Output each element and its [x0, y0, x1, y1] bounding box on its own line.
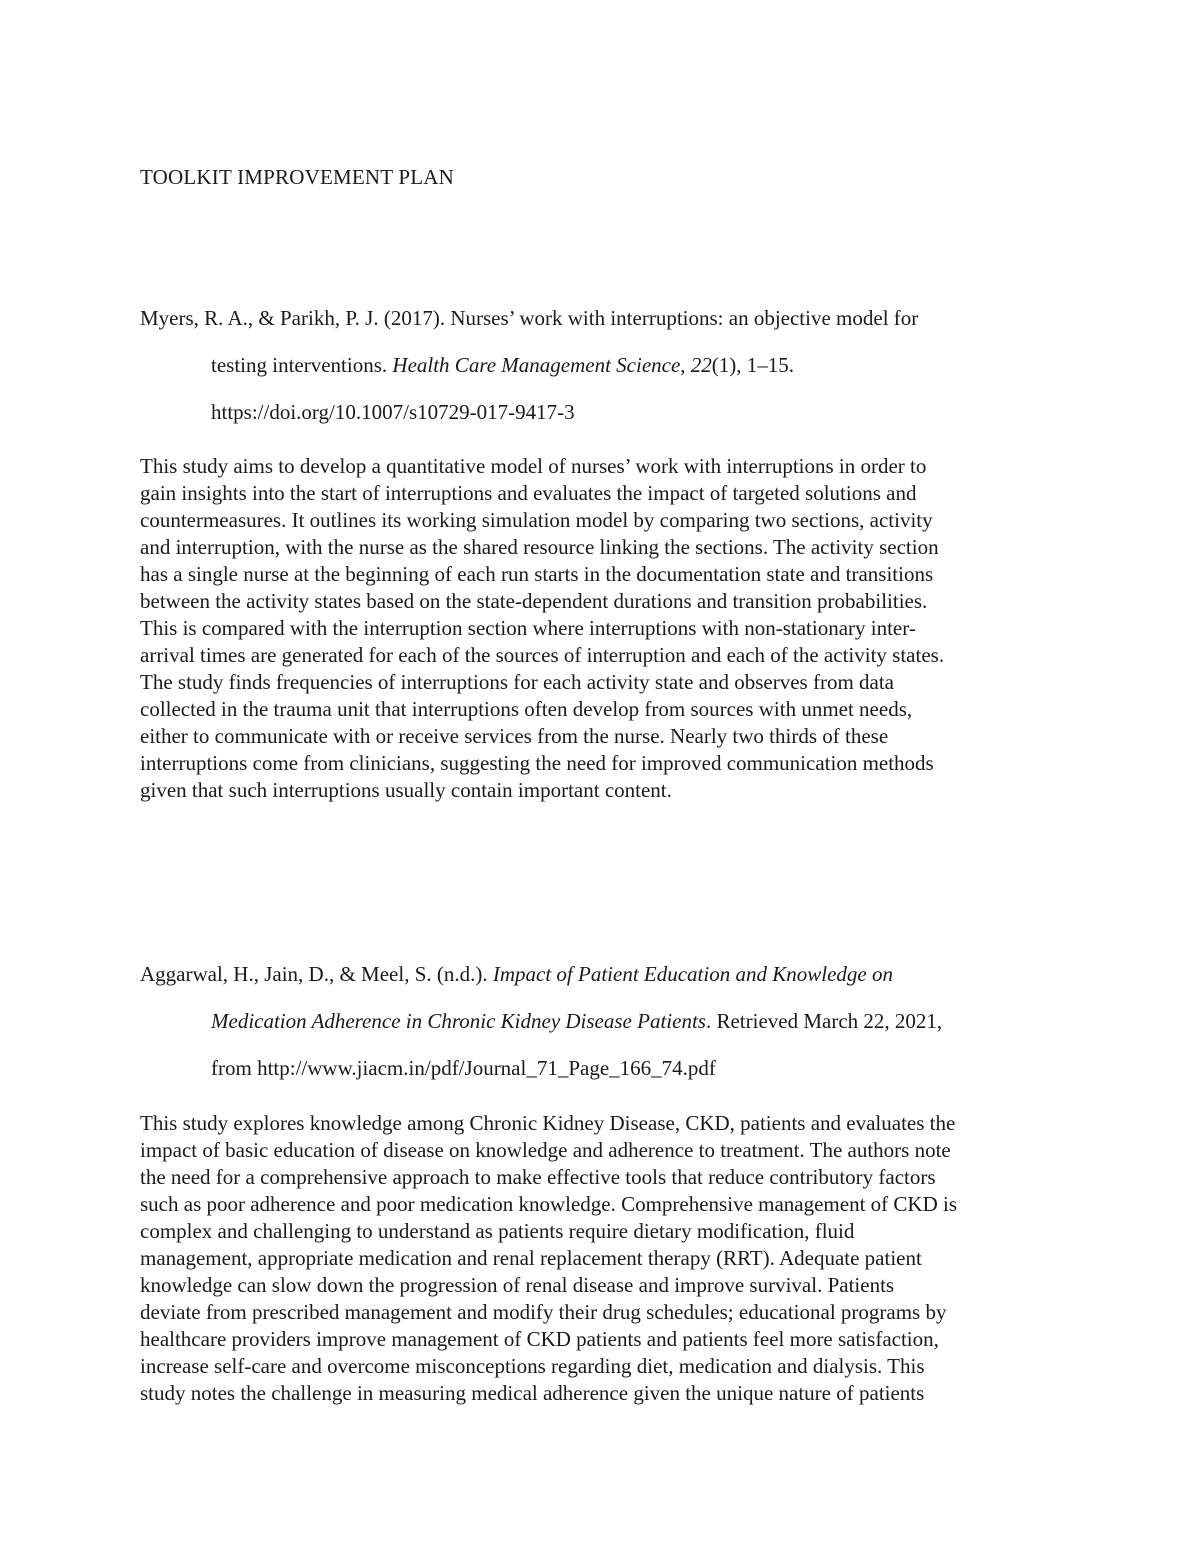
reference-authors: Aggarwal, H., Jain, D., & Meel, S. (n.d.).	[140, 962, 493, 986]
summary-paragraph-1	[140, 453, 1065, 804]
reference-line	[140, 960, 1070, 1007]
reference-article-title: Impact of Patient Education and Knowledge on	[492, 962, 893, 986]
reference-retrieved: . Retrieved March 22, 2021,	[705, 1009, 943, 1033]
reference-line	[140, 304, 1070, 351]
summary-line: arrival times are generated for each of the sources of interruption and each of the activity states.	[140, 643, 945, 667]
summary-line: and interruption, with the nurse as the shared resource linking the sections. The activity section	[140, 535, 939, 559]
reference-myers-parikh	[140, 304, 1070, 445]
reference-line	[140, 398, 1070, 445]
summary-line: collected in the trauma unit that interruptions often develop from sources with unmet needs,	[140, 697, 913, 721]
summary-line: interruptions come from clinicians, suggesting the need for improved communication methods	[140, 751, 934, 775]
summary-line: impact of basic education of disease on knowledge and adherence to treatment. The authors note	[140, 1138, 951, 1162]
reference-text: testing interventions.	[211, 353, 393, 377]
summary-line: management, appropriate medication and renal replacement therapy (RRT). Adequate patient	[140, 1246, 922, 1270]
reference-separator: ,	[680, 353, 691, 377]
summary-line: knowledge can slow down the progression of renal disease and improve survival. Patients	[140, 1273, 895, 1297]
summary-paragraph-2	[140, 1110, 1065, 1407]
reference-line	[140, 1007, 1070, 1054]
reference-aggarwal-jain-meel	[140, 960, 1070, 1101]
reference-article-title-cont: Medication Adherence in Chronic Kidney Disease Patients	[211, 1009, 706, 1033]
reference-issue-pages: (1), 1–15.	[711, 353, 795, 377]
reference-line	[140, 1054, 1070, 1101]
summary-line: countermeasures. It outlines its working simulation model by comparing two sections, activity	[140, 508, 933, 532]
summary-line: such as poor adherence and poor medication knowledge. Comprehensive management of CKD is	[140, 1192, 958, 1216]
summary-line: complex and challenging to understand as patients require dietary modification, fluid	[140, 1219, 855, 1243]
summary-line: between the activity states based on the state-dependent durations and transition probabilities.	[140, 589, 928, 613]
summary-line: the need for a comprehensive approach to make effective tools that reduce contributory factors	[140, 1165, 936, 1189]
summary-line: has a single nurse at the beginning of each run starts in the documentation state and transitions	[140, 562, 934, 586]
reference-line	[140, 351, 1070, 398]
reference-doi: https://doi.org/10.1007/s10729-017-9417-3	[211, 400, 575, 424]
document-title: TOOLKIT IMPROVEMENT PLAN	[140, 165, 454, 189]
reference-url: from http://www.jiacm.in/pdf/Journal_71_Page_166_74.pdf	[211, 1056, 716, 1080]
summary-line: This study explores knowledge among Chronic Kidney Disease, CKD, patients and evaluates the	[140, 1111, 956, 1135]
summary-line: healthcare providers improve management of CKD patients and patients feel more satisfaction,	[140, 1327, 939, 1351]
summary-line: This is compared with the interruption section where interruptions with non-stationary inter-	[140, 616, 916, 640]
summary-line: gain insights into the start of interruptions and evaluates the impact of targeted solutions and	[140, 481, 917, 505]
summary-line: study notes the challenge in measuring medical adherence given the unique nature of patients	[140, 1381, 925, 1405]
summary-line: The study finds frequencies of interruptions for each activity state and observes from data	[140, 670, 895, 694]
journal-name: Health Care Management Science	[392, 353, 681, 377]
summary-line: increase self-care and overcome misconceptions regarding diet, medication and dialysis. This	[140, 1354, 925, 1378]
summary-line: deviate from prescribed management and modify their drug schedules; educational programs by	[140, 1300, 947, 1324]
reference-authors-title: Myers, R. A., & Parikh, P. J. (2017). Nurses’ work with interruptions: an objective model for	[140, 306, 919, 330]
summary-line: given that such interruptions usually contain important content.	[140, 778, 672, 802]
summary-line: This study aims to develop a quantitative model of nurses’ work with interruptions in order to	[140, 454, 927, 478]
journal-volume: 22	[690, 353, 712, 377]
summary-line: either to communicate with or receive services from the nurse. Nearly two thirds of these	[140, 724, 889, 748]
